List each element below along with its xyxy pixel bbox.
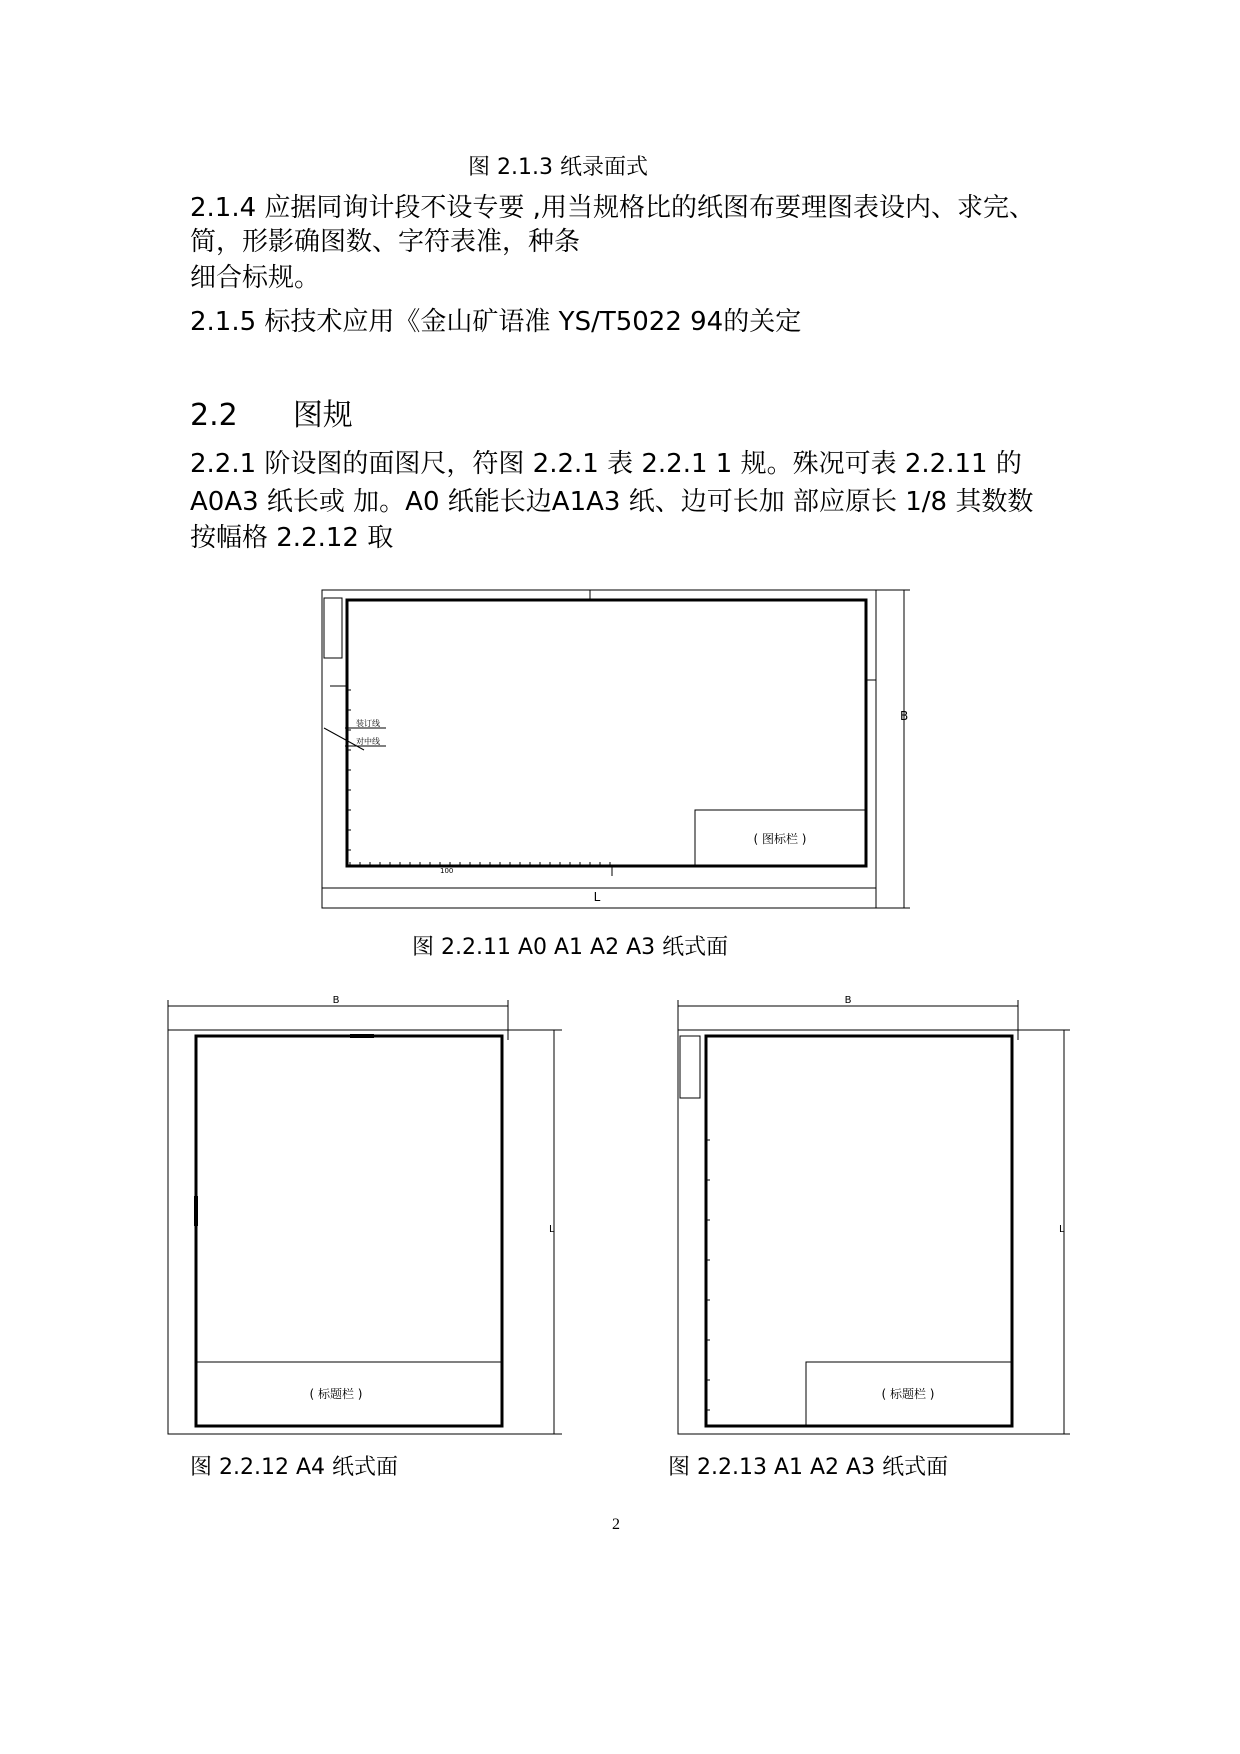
- dim-L-label: L: [593, 890, 601, 904]
- section-title: 图规: [292, 398, 353, 433]
- para-2-1-4-line1: 2.1.4 应据同询计段不设专要 ,用当规格比的纸图布要理图表设内、求完、: [190, 193, 1035, 223]
- a13-sheet-outline: [678, 1030, 1064, 1434]
- para-2-1-4-line2: 简，形影确图数、字符表准，种条: [190, 227, 581, 257]
- para-2-1-4-line3: 细合标规。: [190, 263, 321, 293]
- margin-label-1: 装订线: [356, 719, 380, 728]
- tick-100-label: 100: [440, 867, 454, 875]
- para-2-2-1-line3: 按幅格 2.2.12 取: [190, 523, 394, 553]
- title-block-label: ( 图标栏 ): [753, 832, 807, 846]
- figure-caption-2-2-11: 图 2.2.11 A0 A1 A2 A3 纸式面: [412, 935, 729, 960]
- a4-title-block-label: ( 标题栏 ): [309, 1387, 363, 1401]
- section-number: 2.2: [190, 398, 238, 433]
- page-number: 2: [612, 1516, 620, 1533]
- margin-label-2: 对中线: [356, 737, 380, 746]
- a4-dim-L-label: L: [549, 1224, 555, 1235]
- a4-dim-B-label: B: [332, 995, 340, 1006]
- figure-caption-2-2-12: 图 2.2.12 A4 纸式面: [190, 1455, 399, 1480]
- a13-dim-B-label: B: [844, 995, 852, 1006]
- figure-caption-2-1-3: 图 2.1.3 纸录面式: [468, 155, 648, 180]
- a13-drawing-frame: [706, 1036, 1012, 1426]
- dim-B-label: B: [900, 709, 909, 723]
- a13-title-block-label: ( 标题栏 ): [881, 1387, 935, 1401]
- para-2-1-5: 2.1.5 标技术应用《金山矿语准 YS/T5022 94的关定: [190, 307, 802, 337]
- para-2-2-1-line1: 2.2.1 阶设图的面图尺，符图 2.2.1 表 2.2.1 1 规。殊况可表 2.2.11 的: [190, 449, 1022, 479]
- para-2-2-1-line2: A0A3 纸长或 加。A0 纸能长边A1A3 纸、边可长加 部应原长 1/8 其数数: [190, 487, 1034, 517]
- figure-caption-2-2-13: 图 2.2.13 A1 A2 A3 纸式面: [668, 1455, 949, 1480]
- a13-binding-stamp-box: [680, 1036, 700, 1098]
- a13-dim-L-label: L: [1059, 1224, 1065, 1235]
